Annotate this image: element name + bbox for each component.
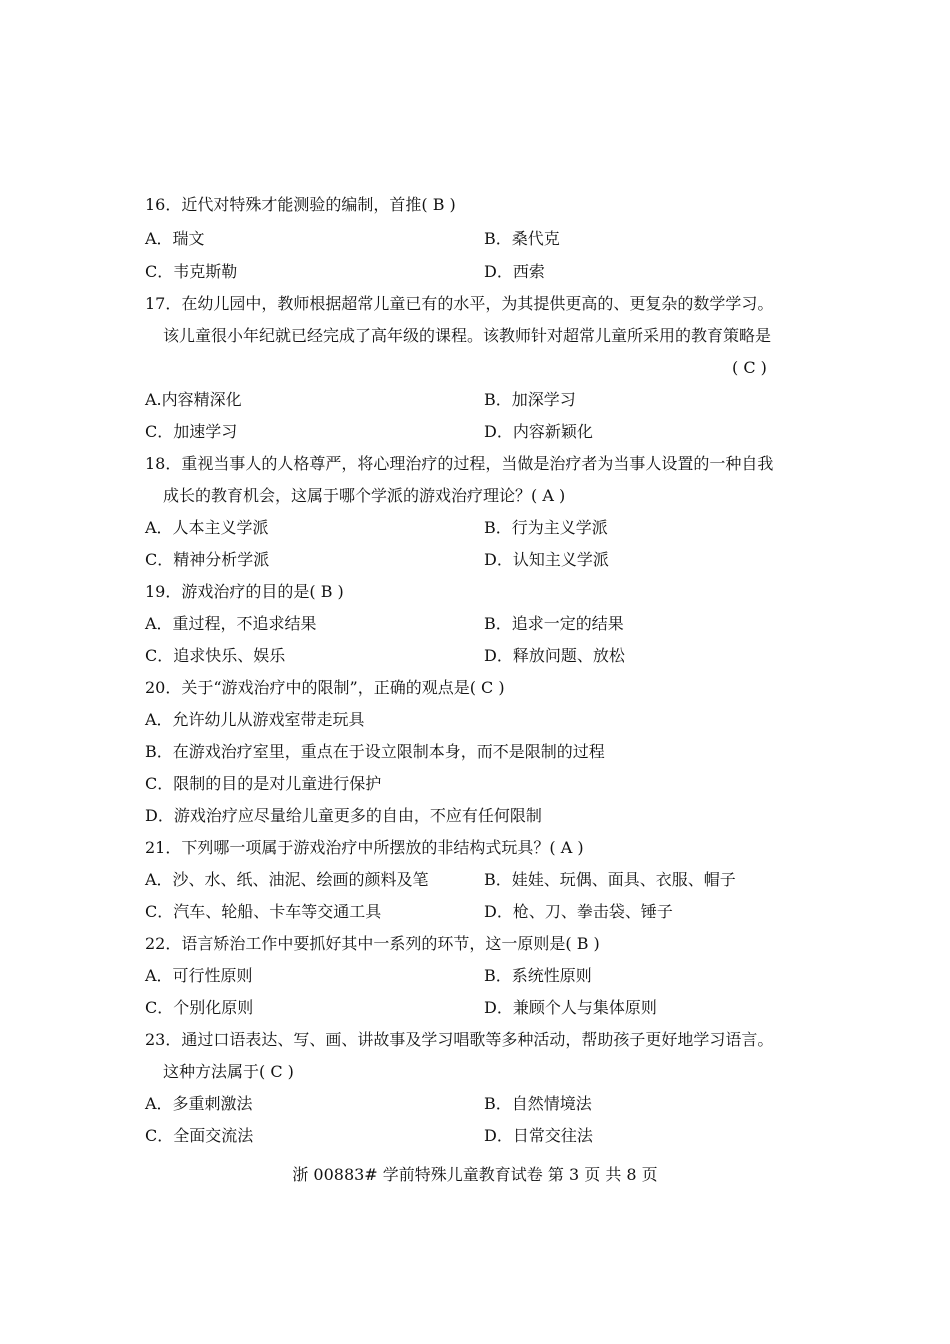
- question-20-option-b: B．在游戏治疗室里，重点在于设立限制本身，而不是限制的过程: [145, 742, 605, 761]
- question-21-option-d: D．枪、刀、拳击袋、锤子: [484, 902, 673, 921]
- question-22-option-a: A．可行性原则: [145, 966, 253, 985]
- question-18-option-d: D．认知主义学派: [484, 550, 609, 569]
- question-19-option-b: B．追求一定的结果: [484, 614, 624, 633]
- question-17-stem: 17．在幼儿园中，教师根据超常儿童已有的水平，为其提供更高的、更复杂的数学学习。: [145, 294, 774, 313]
- question-17-option-a: A.内容精深化: [145, 390, 242, 409]
- question-16-stem: 16．近代对特殊才能测验的编制，首推( B ): [145, 195, 456, 214]
- question-18-stem: 18．重视当事人的人格尊严，将心理治疗的过程，当做是治疗者为当事人设置的一种自我: [145, 454, 774, 473]
- question-17-option-b: B．加深学习: [484, 390, 576, 409]
- question-19-option-a: A．重过程，不追求结果: [145, 614, 317, 633]
- question-16-option-d: D．西索: [484, 262, 545, 281]
- question-20-option-c: C．限制的目的是对儿童进行保护: [145, 774, 382, 793]
- question-17-answer: ( C ): [732, 358, 767, 377]
- question-22-option-d: D．兼顾个人与集体原则: [484, 998, 657, 1017]
- question-18-option-c: C．精神分析学派: [145, 550, 270, 569]
- question-18-stem-line2: 成长的教育机会，这属于哪个学派的游戏治疗理论？( A ): [163, 486, 566, 505]
- question-22-option-b: B．系统性原则: [484, 966, 592, 985]
- question-16-option-c: C．韦克斯勒: [145, 262, 238, 281]
- question-23-option-c: C．全面交流法: [145, 1126, 254, 1145]
- question-23-option-a: A．多重刺激法: [145, 1094, 253, 1113]
- question-22-option-c: C．个别化原则: [145, 998, 254, 1017]
- question-21-option-b: B．娃娃、玩偶、面具、衣服、帽子: [484, 870, 736, 889]
- question-23-stem-line2: 这种方法属于( C ): [163, 1062, 294, 1081]
- question-21-option-c: C．汽车、轮船、卡车等交通工具: [145, 902, 382, 921]
- question-17-option-d: D．内容新颖化: [484, 422, 593, 441]
- question-21-stem: 21．下列哪一项属于游戏治疗中所摆放的非结构式玩具？( A ): [145, 838, 584, 857]
- question-21-option-a: A．沙、水、纸、油泥、绘画的颜料及笔: [145, 870, 429, 889]
- question-23-option-d: D．日常交往法: [484, 1126, 593, 1145]
- question-20-option-d: D．游戏治疗应尽量给儿童更多的自由，不应有任何限制: [145, 806, 542, 825]
- question-23-option-b: B．自然情境法: [484, 1094, 592, 1113]
- question-19-option-c: C．追求快乐、娱乐: [145, 646, 286, 665]
- question-19-option-d: D．释放问题、放松: [484, 646, 625, 665]
- question-18-option-a: A．人本主义学派: [145, 518, 269, 537]
- question-16-option-b: B．桑代克: [484, 229, 560, 248]
- question-20-option-a: A．允许幼儿从游戏室带走玩具: [145, 710, 365, 729]
- question-23-stem: 23．通过口语表达、写、画、讲故事及学习唱歌等多种活动，帮助孩子更好地学习语言。: [145, 1030, 774, 1049]
- question-17-option-c: C．加速学习: [145, 422, 238, 441]
- question-16-option-a: A．瑞文: [145, 229, 205, 248]
- question-18-option-b: B．行为主义学派: [484, 518, 608, 537]
- page-footer: 浙 00883# 学前特殊儿童教育试卷 第 3 页 共 8 页: [292, 1165, 658, 1184]
- question-19-stem: 19．游戏治疗的目的是( B ): [145, 582, 344, 601]
- question-22-stem: 22．语言矫治工作中要抓好其中一系列的环节，这一原则是( B ): [145, 934, 600, 953]
- question-20-stem: 20．关于“游戏治疗中的限制”，正确的观点是( C ): [145, 678, 505, 697]
- question-17-stem-line2: 该儿童很小年纪就已经完成了高年级的课程。该教师针对超常儿童所采用的教育策略是: [163, 326, 772, 345]
